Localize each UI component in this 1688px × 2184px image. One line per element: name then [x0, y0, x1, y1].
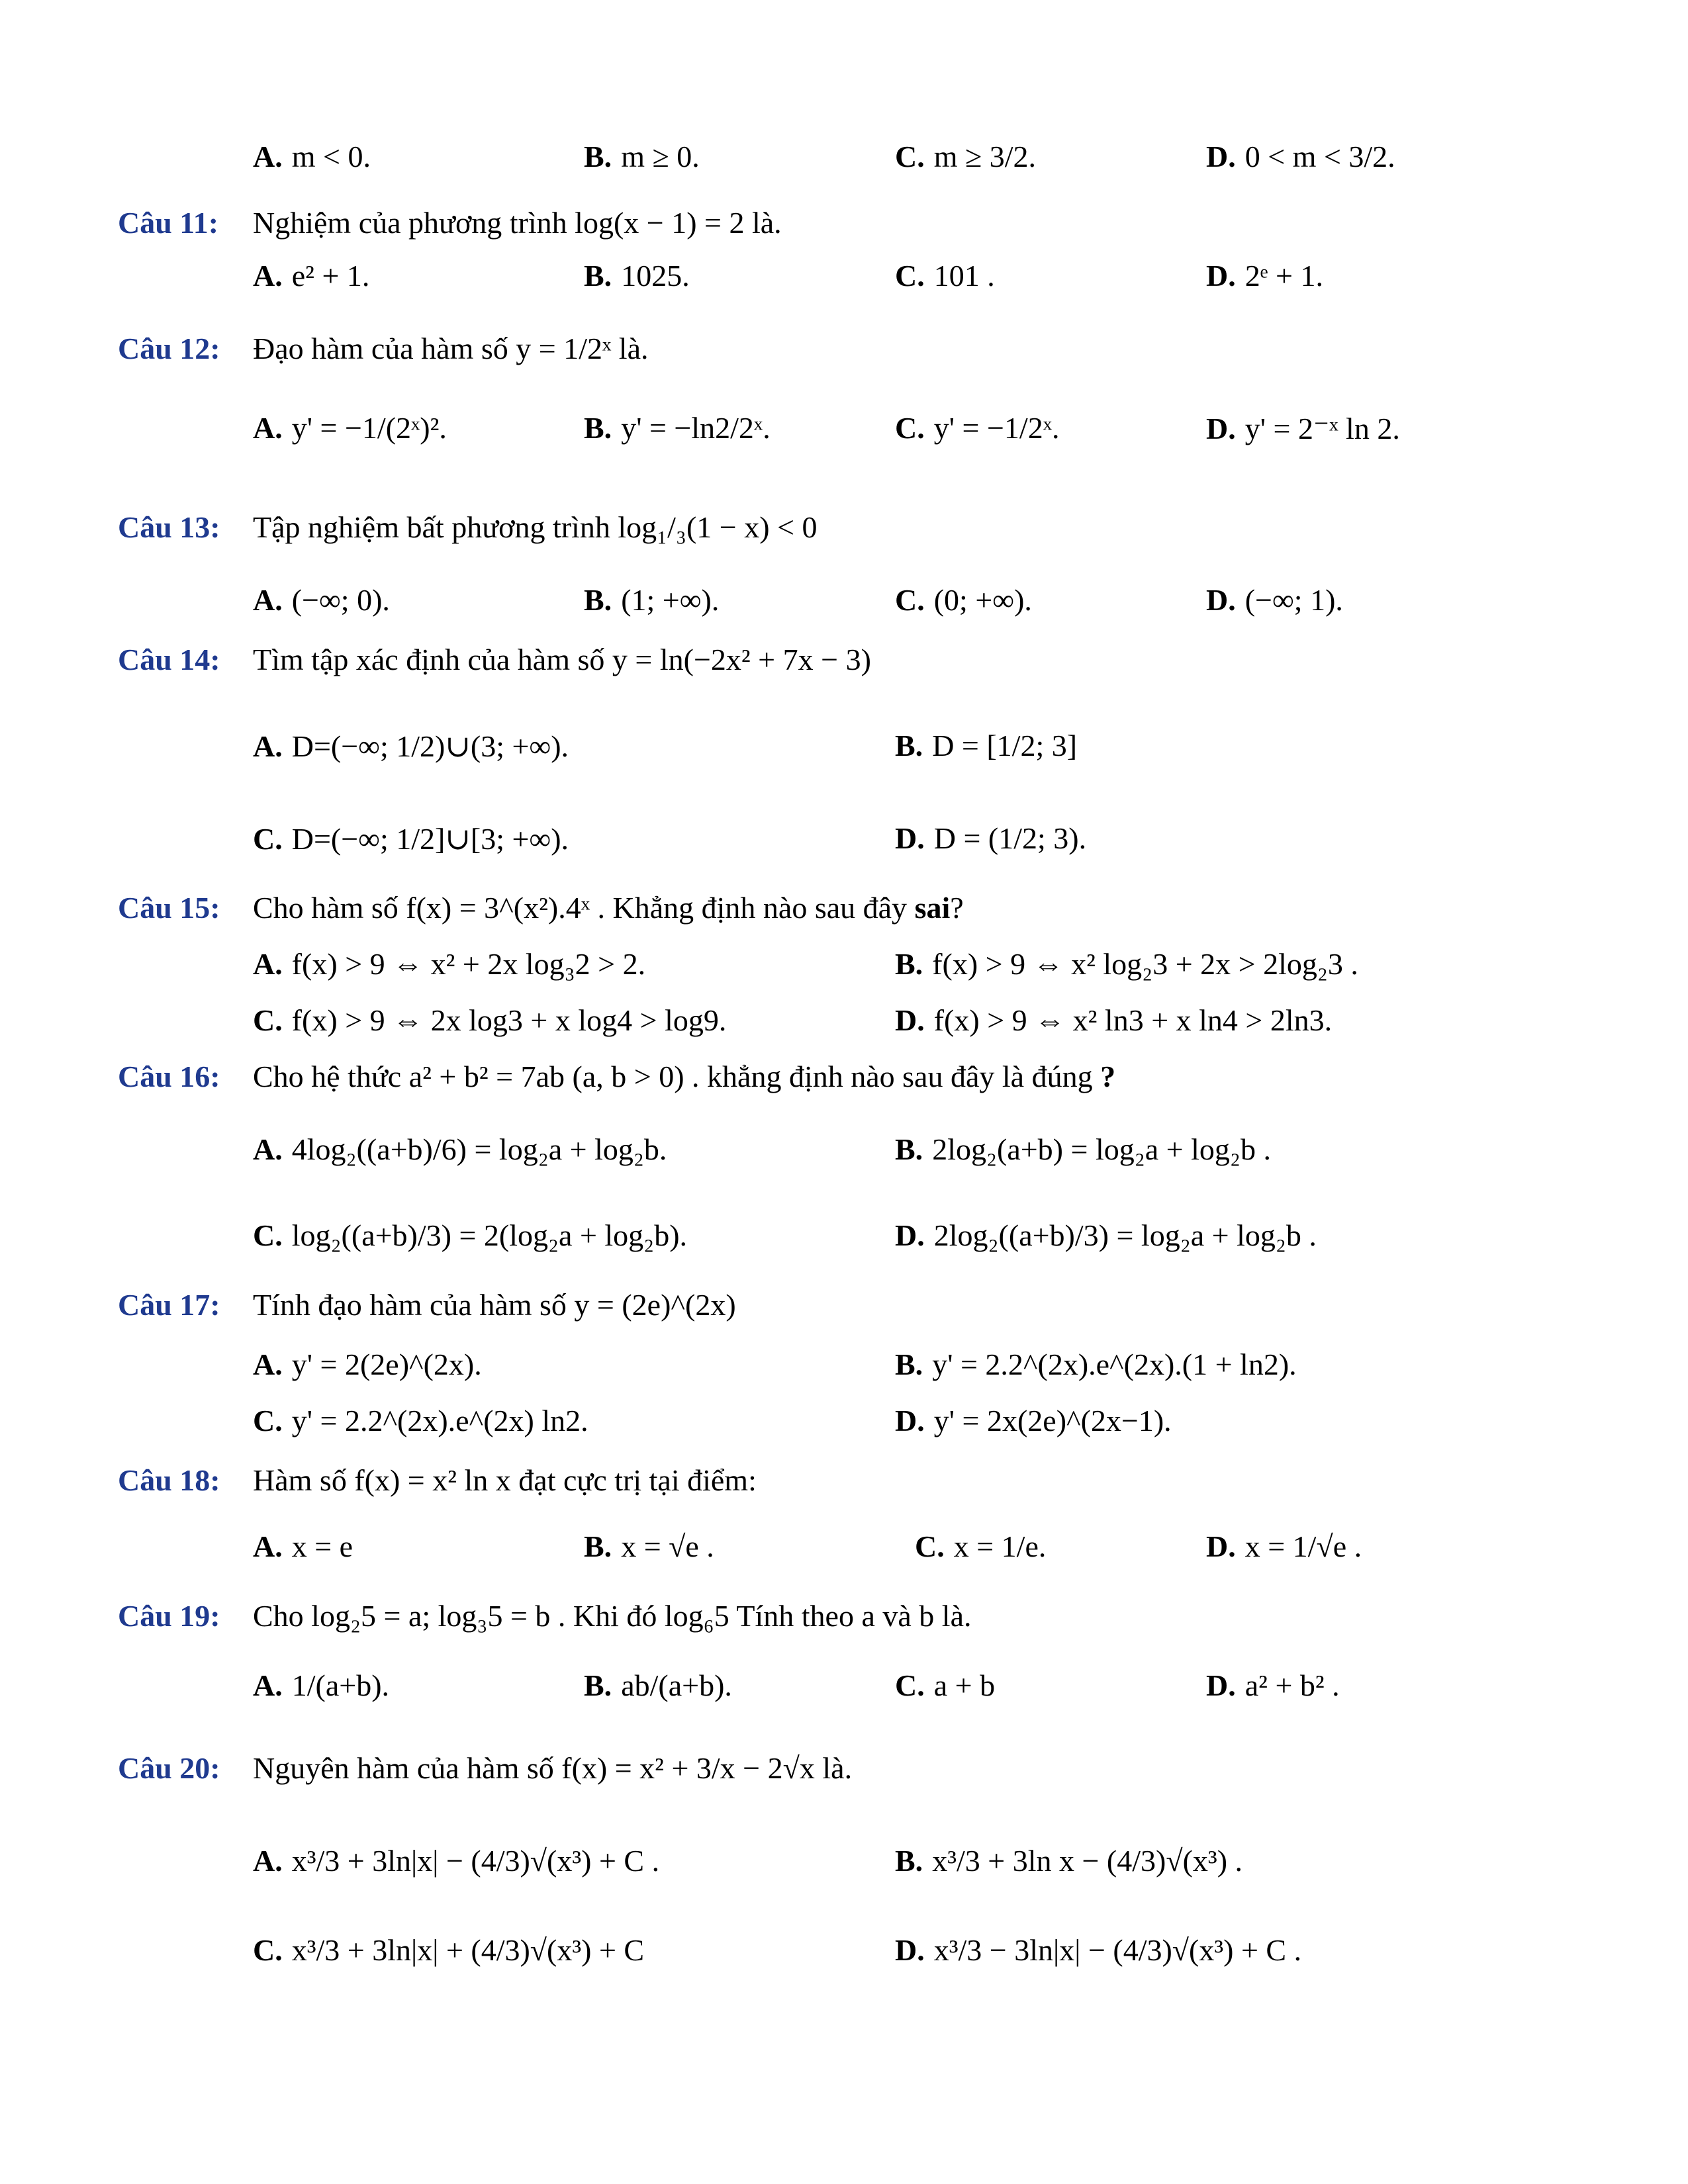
option-c[interactable]: C. (0; +∞).: [895, 583, 1032, 617]
option-a[interactable]: A. e² + 1.: [253, 259, 370, 293]
question-text: Nghiệm của phương trình log(x − 1) = 2 là.: [253, 206, 782, 240]
question-text: Đạo hàm của hàm số y = 1/2ˣ là.: [253, 332, 649, 365]
option-b[interactable]: B. D = [1/2; 3]: [895, 729, 1078, 762]
question-20-options-row-2: [0, 1933, 1688, 2005]
question-16-options-row-1: [0, 1132, 1688, 1205]
option-c[interactable]: C. x³/3 + 3ln|x| + (4/3)√(x³) + C: [253, 1933, 645, 1967]
question-20: [0, 1751, 1688, 1823]
option-c[interactable]: C. x = 1/e.: [915, 1529, 1047, 1563]
option-d[interactable]: D. f(x) > 9 ⇔ x² ln3 + x ln4 > 2ln3.: [895, 1003, 1333, 1037]
option-a[interactable]: A. y' = −1/(2ˣ)².: [253, 411, 447, 445]
question-14-options-row-2: [0, 821, 1688, 893]
question-12: [0, 331, 1688, 404]
question-18-options: [0, 1529, 1688, 1602]
question-number: Câu 18:: [118, 1463, 220, 1497]
option-a[interactable]: A. f(x) > 9 ⇔ x² + 2x log₃2 > 2.: [253, 947, 646, 981]
question-text: Tìm tập xác định của hàm số y = ln(−2x² + 7x − 3): [253, 643, 871, 676]
option-c[interactable]: C. 101 .: [895, 259, 995, 293]
option-b[interactable]: B. x³/3 + 3ln x − (4/3)√(x³) .: [895, 1844, 1243, 1878]
question-number: Câu 12:: [118, 332, 220, 365]
option-d[interactable]: D. D = (1/2; 3).: [895, 821, 1087, 855]
question-10-options: [0, 126, 1688, 199]
option-b[interactable]: B. y' = −ln2/2ˣ.: [584, 411, 771, 445]
option-d[interactable]: D. 2ᵉ + 1.: [1206, 259, 1323, 293]
option-c[interactable]: C. y' = −1/2ˣ.: [895, 411, 1060, 445]
question-11-options: [0, 258, 1688, 331]
option-d[interactable]: D. 2log₂((a+b)/3) = log₂a + log₂b .: [895, 1218, 1317, 1252]
question-text: Tính đạo hàm của hàm số y = (2e)^(2x): [253, 1288, 736, 1322]
question-19-options: [0, 1668, 1688, 1741]
option-a[interactable]: A. x³/3 + 3ln|x| − (4/3)√(x³) + C .: [253, 1844, 660, 1878]
option-d[interactable]: D. x³/3 − 3ln|x| − (4/3)√(x³) + C .: [895, 1933, 1302, 1967]
question-number: Câu 15:: [118, 891, 220, 925]
question-12-options: [0, 410, 1688, 483]
option-d[interactable]: D. a² + b² .: [1206, 1668, 1340, 1702]
option-d[interactable]: D. x = 1/√e .: [1206, 1529, 1362, 1563]
question-number: Câu 20:: [118, 1751, 220, 1785]
option-a[interactable]: A. 4log₂((a+b)/6) = log₂a + log₂b.: [253, 1132, 667, 1166]
option-b[interactable]: B. f(x) > 9 ⇔ x² log₂3 + 2x > 2log₂3 .: [895, 947, 1358, 981]
question-number: Câu 13:: [118, 510, 220, 544]
question-16-options-row-2: [0, 1218, 1688, 1291]
option-c[interactable]: C. D=(−∞; 1/2]∪[3; +∞).: [253, 822, 569, 856]
question-text: Nguyên hàm của hàm số f(x) = x² + 3/x − 2√x là.: [253, 1751, 853, 1785]
question-18: [0, 1463, 1688, 1535]
question-number: Câu 11:: [118, 206, 219, 240]
option-a[interactable]: A. (−∞; 0).: [253, 583, 390, 617]
option-a[interactable]: A. 1/(a+b).: [253, 1668, 390, 1702]
option-d[interactable]: D. 0 < m < 3/2.: [1206, 140, 1395, 173]
question-text: Cho hàm số f(x) = 3^(x²).4ˣ . Khẳng định nào sau đây sai?: [253, 891, 964, 925]
question-number: Câu 17:: [118, 1288, 220, 1322]
question-text: Hàm số f(x) = x² ln x đạt cực trị tại điểm:: [253, 1463, 757, 1497]
option-b[interactable]: B. 1025.: [584, 259, 690, 293]
option-d[interactable]: D. y' = 2⁻ˣ ln 2.: [1206, 412, 1400, 445]
option-b[interactable]: B. ab/(a+b).: [584, 1668, 732, 1702]
question-14-options-row-1: [0, 728, 1688, 801]
option-c[interactable]: C. f(x) > 9 ⇔ 2x log3 + x log4 > log9.: [253, 1003, 727, 1037]
option-d[interactable]: D. y' = 2x(2e)^(2x−1).: [895, 1404, 1172, 1437]
option-a[interactable]: A. y' = 2(2e)^(2x).: [253, 1347, 482, 1381]
question-16: [0, 1059, 1688, 1132]
option-b[interactable]: B. y' = 2.2^(2x).e^(2x).(1 + ln2).: [895, 1347, 1297, 1381]
option-d[interactable]: D. (−∞; 1).: [1206, 583, 1343, 617]
option-a[interactable]: A. x = e: [253, 1529, 353, 1563]
option-c[interactable]: C. log₂((a+b)/3) = 2(log₂a + log₂b).: [253, 1218, 688, 1252]
option-c[interactable]: C. a + b: [895, 1668, 996, 1702]
question-text: Cho log₂5 = a; log₃5 = b . Khi đó log₆5 Tính theo a và b là.: [253, 1599, 972, 1633]
emphasis-word: sai: [914, 891, 951, 925]
option-b[interactable]: B. (1; +∞).: [584, 583, 720, 617]
option-b[interactable]: B. x = √e .: [584, 1529, 714, 1563]
question-20-options-row-1: [0, 1843, 1688, 1916]
option-b[interactable]: B. m ≥ 0.: [584, 140, 700, 173]
question-number: Câu 19:: [118, 1599, 220, 1633]
question-text: Cho hệ thức a² + b² = 7ab (a, b > 0) . khẳng định nào sau đây là đúng ?: [253, 1060, 1116, 1093]
question-14: [0, 642, 1688, 715]
question-number: Câu 14:: [118, 643, 220, 676]
question-19: [0, 1598, 1688, 1671]
question-text: Tập nghiệm bất phương trình log₁/₃(1 − x) < 0: [253, 510, 818, 544]
option-c[interactable]: C. y' = 2.2^(2x).e^(2x) ln2.: [253, 1404, 588, 1437]
option-c[interactable]: C. m ≥ 3/2.: [895, 140, 1037, 173]
question-number: Câu 16:: [118, 1060, 220, 1093]
option-b[interactable]: B. 2log₂(a+b) = log₂a + log₂b .: [895, 1132, 1271, 1166]
question-13: [0, 510, 1688, 582]
option-a[interactable]: A. D=(−∞; 1/2)∪(3; +∞).: [253, 729, 569, 763]
option-a[interactable]: A. m < 0.: [253, 140, 371, 173]
